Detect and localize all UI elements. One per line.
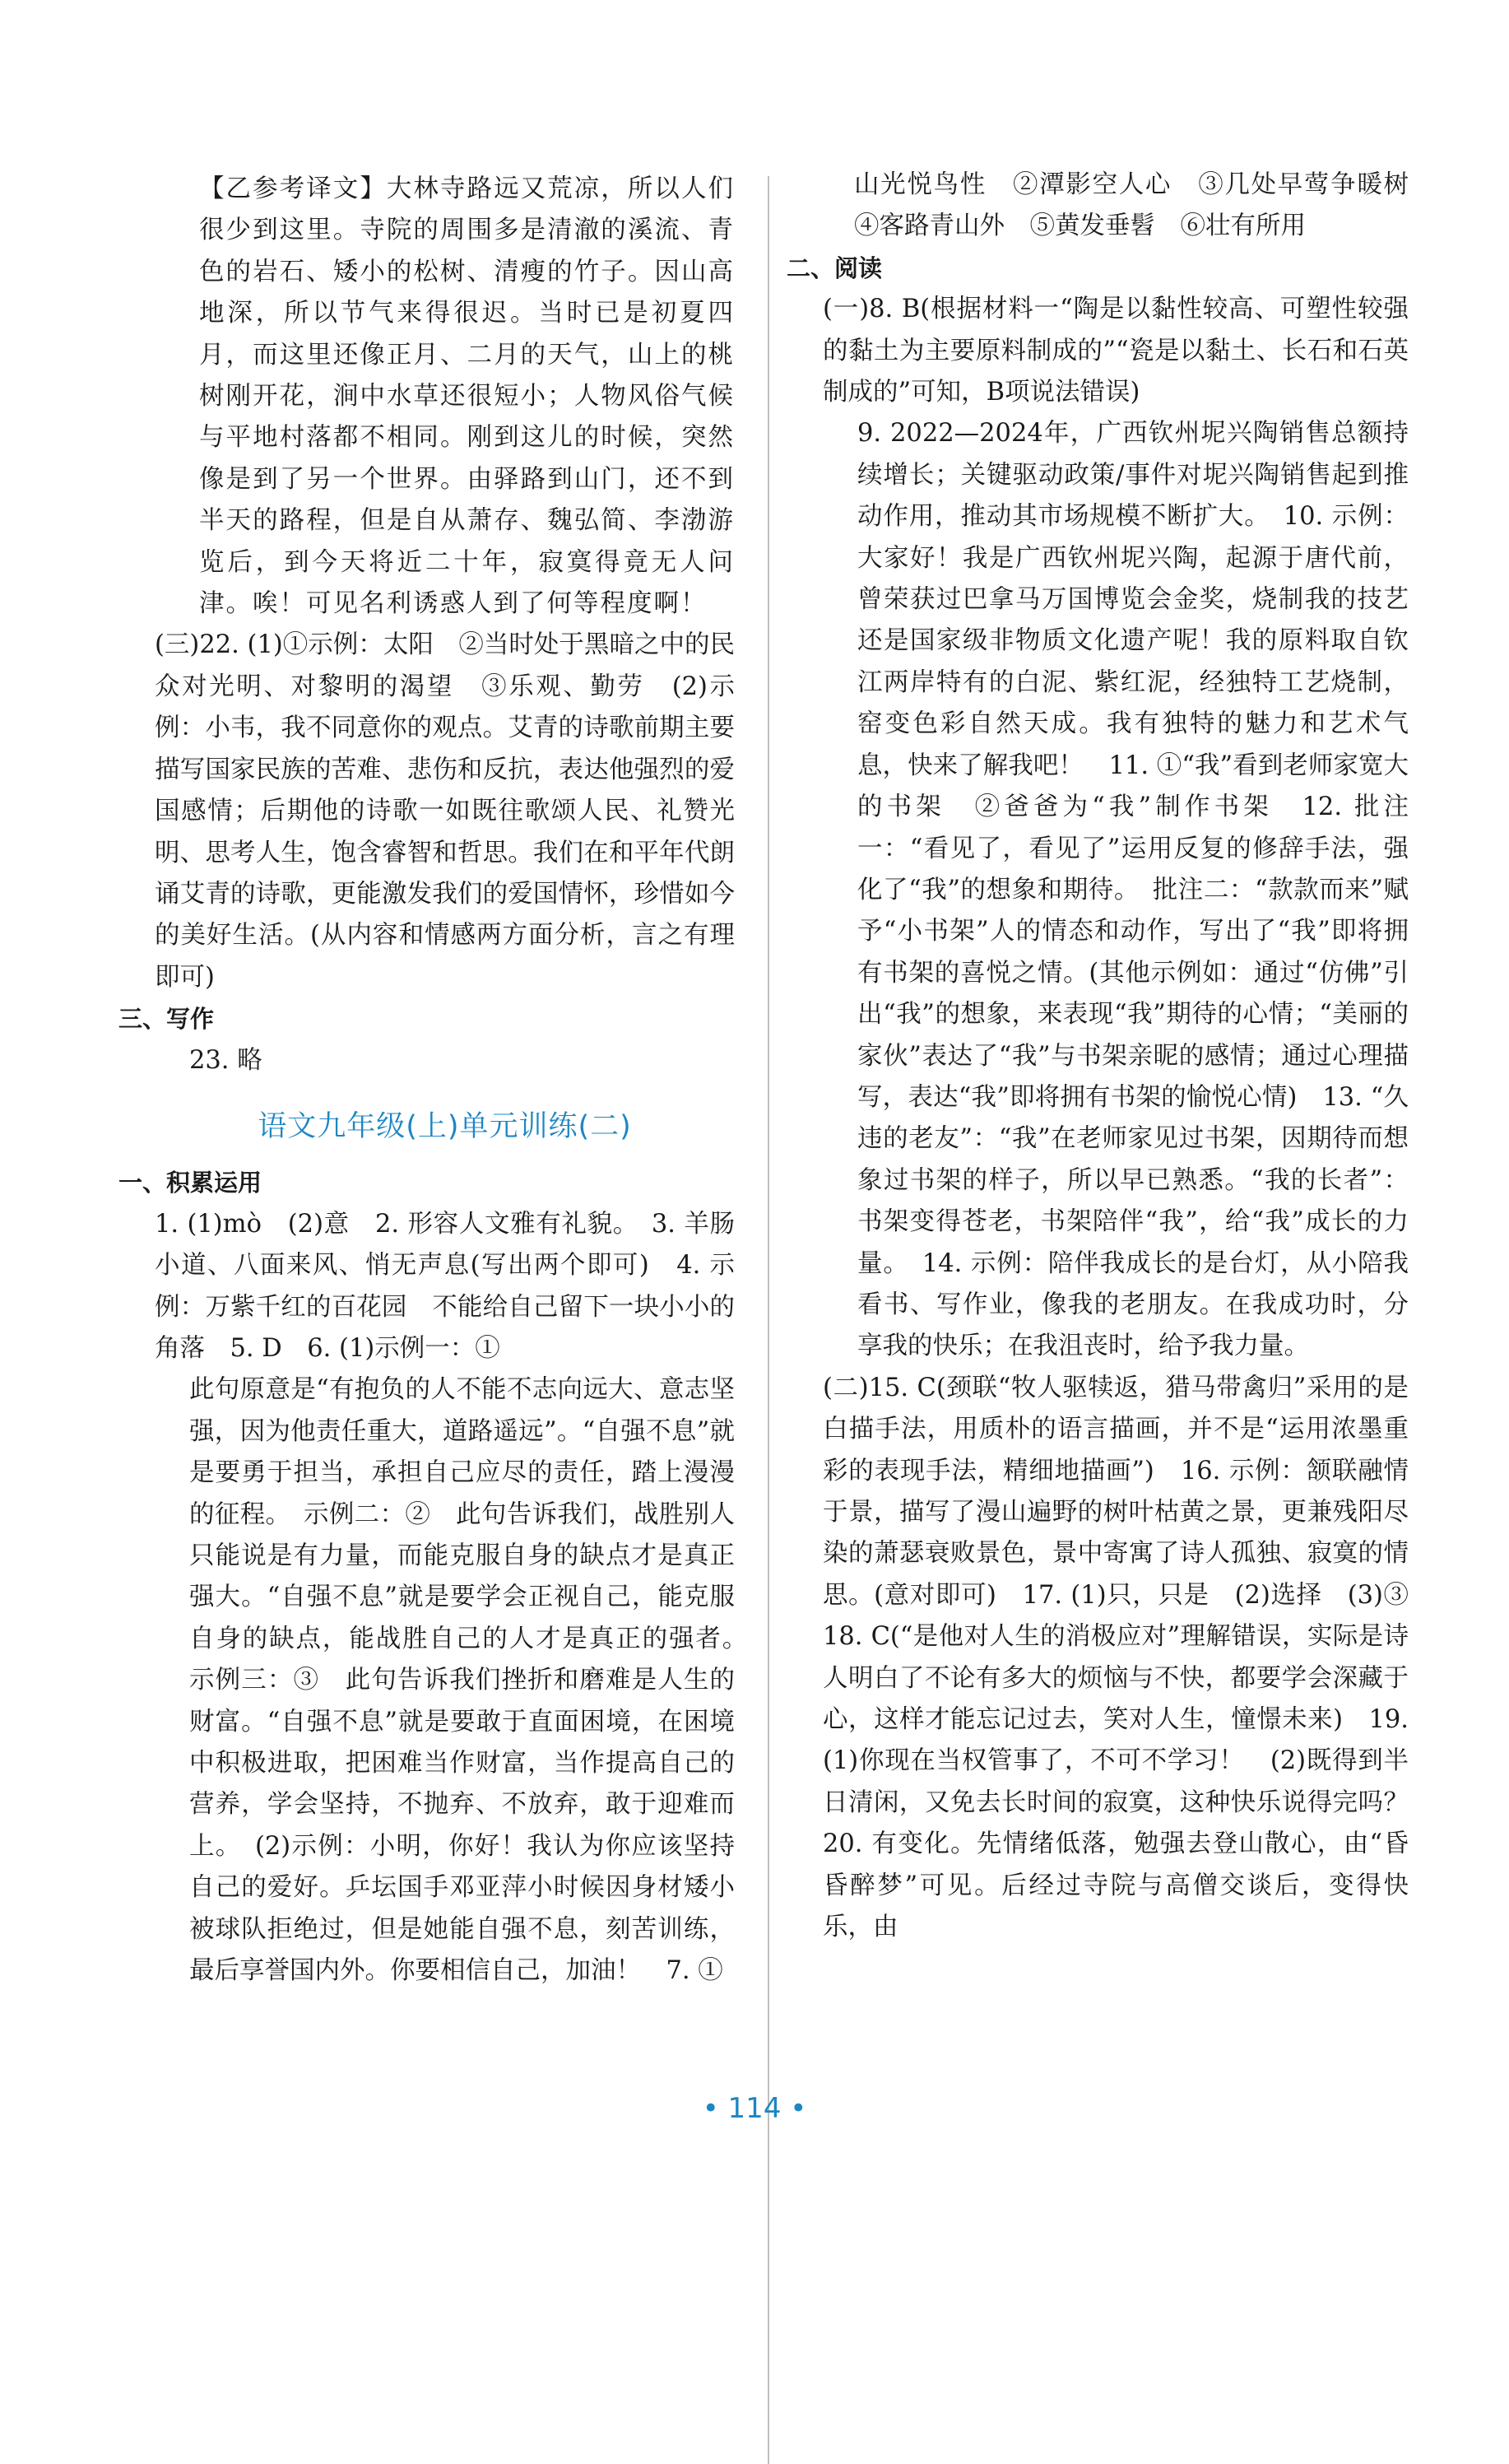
questions-1-6: 1. (1)mò (2)意 2. 形容人文雅有礼貌。 3. 羊肠小道、八面来风、悄无声息(写出两个即可) 4. 示例：万紫千红的百花园 不能给自己留下一块小小的角落 5. D 6. (1)示例一：① bbox=[155, 1209, 735, 1363]
question-8: (一)8. B(根据材料一“陶是以黏性较高、可塑性较强的黏土为主要原料制成的”“瓷是以黏土、长石和石英制成的”可知，B项说法错误) bbox=[823, 295, 1409, 407]
section-reading-heading: 二、阅读 bbox=[787, 253, 883, 282]
question-23: 23. 略 bbox=[189, 1045, 262, 1075]
left-column bbox=[118, 169, 760, 1992]
unit-title: 语文九年级(上)单元训练(二) bbox=[258, 1109, 632, 1143]
section-writing-heading: 三、写作 bbox=[118, 1005, 215, 1034]
questions-15-20: (二)15. C(颈联“牧人驱犊返，猎马带禽归”采用的是白描手法，用质朴的语言描画，并不是“运用浓墨重彩的表现手法，精细地描画”) 16. 示例：颔联融情于景，描写了漫山遍野的树叶枯黄之景，更兼残阳尽染的萧瑟衰败景色，景中寄寓了诗人孤独、寂寞的情思。(意对即可) 17. (1)只，只是 (2)选择 (3)③ 18. C(“是他对人生的消极应对”理解错误，实际是诗人明白了不论有多大的烦恼与不快，都要学会深藏于心，这样才能忘记过去，笑对人生，憧憬未来) 19. (1)你现在当权管事了，不可不学习！ (2)既得到半日清闲，又免去长时间的寂寞，这种快乐说得完吗？ 20. 有变化。先情绪低落，勉强去登山散心，由“昏昏醉梦”可见。后经过寺院与高僧交谈后，变得快乐，由 bbox=[823, 1373, 1434, 1942]
right-column bbox=[787, 165, 1434, 1948]
question-7-continued: 山光悦鸟性 ②潭影空人心 ③几处早莺争暖树 ④客路青山外 ⑤黄发垂髫 ⑥壮有所用 bbox=[854, 170, 1434, 241]
question-6-detail: 此句原意是“有抱负的人不能不志向远大、意志坚强，因为他责任重大，道路遥远”。“自强不息”就是要勇于担当，承担自己应尽的责任，踏上漫漫的征程。 示例二：② 此句告诉我们，战胜别人只能说是有力量，而能克服自身的缺点才是真正强大。“自强不息”就是要学会正视自己，能克服自身的缺点，能战胜自己的人才是真正的强者。 示例三：③ 此句告诉我们挫折和磨难是人生的财富。“自强不息”就是要敢于直面困境，在困境中积极进取，把困难当作财富，当作提高自己的营养，学会坚持，不抛弃、不放弃，敢于迎难而上。 (2)示例：小明，你好！我认为你应该坚持自己的爱好。乒坛国手邓亚萍小时候因身材矮小被球队拒绝过，但是她能自强不息，刻苦训练，最后享誉国内外。你要相信自己，加油！ 7. ① bbox=[189, 1375, 760, 1986]
questions-9-14: 9. 2022—2024年，广西钦州坭兴陶销售总额持续增长；关键驱动政策/事件对坭兴陶销售起到推动作用，推动其市场规模不断扩大。 10. 示例：大家好！我是广西钦州坭兴陶，起源于唐代前，曾荣获过巴拿马万国博览会金奖，烧制我的技艺还是国家级非物质文化遗产呢！我的原料取自钦江两岸特有的白泥、紫红泥，经独特工艺烧制，窑变色彩自然天成。我有独特的魅力和艺术气息，快来了解我吧！ 11. ①“我”看到老师家宽大的书架 ②爸爸为“我”制作书架 12. 批注一：“看见了，看见了”运用反复的修辞手法，强化了“我”的想象和期待。 批注二：“款款而来”赋予“小书架”人的情态和动作，写出了“我”即将拥有书架的喜悦之情。(其他示例如：通过“仿佛”引出“我”的想象，来表现“我”期待的心情；“美丽的家伙”表达了“我”与书架亲昵的感情；通过心理描写，表达“我”即将拥有书架的愉悦心情) 13. “久违的老友”：“我”在老师家见过书架，因期待而想象过书架的样子，所以早已熟悉。“我的长者”：书架变得苍老，书架陪伴“我”，给“我”成长的力量。 14. 示例：陪伴我成长的是台灯，从小陪我看书、写作业，像我的老朋友。在我成功时，分享我的快乐；在我沮丧时，给予我力量。 bbox=[857, 419, 1409, 1361]
question-22: (三)22. (1)①示例：太阳 ②当时处于黑暗之中的民众对光明、对黎明的渴望 ③乐观、勤劳 (2)示例：小韦，我不同意你的观点。艾青的诗歌前期主要描写国家民族的苦难、悲伤和反抗，表达他强烈的爱国感情；后期他的诗歌一如既往歌颂人民、礼赞光明、思考人生，饱含睿智和哲思。我们在和平年代朗诵艾青的诗歌，更能激发我们的爱国情怀，珍惜如今的美好生活。(从内容和情感两方面分析，言之有理即可) bbox=[155, 630, 735, 992]
page-number: • 114 • bbox=[702, 2092, 807, 2125]
translation-paragraph: 【乙参考译文】大林寺路远又荒凉，所以人们很少到这里。寺院的周围多是清澈的溪流、青色的岩石、矮小的松树、清瘦的竹子。因山高地深，所以节气来得很迟。当时已是初夏四月，而这里还像正月、二月的天气，山上的桃树刚开花，涧中水草还很短小；人物风俗气候与平地村落都不相同。刚到这儿的时候，突然像是到了另一个世界。由驿路到山门，还不到半天的路程，但是自从萧存、魏弘简、李渤游览后，到今天将近二十年，寂寞得竟无人问津。唉！可见名利诱惑人到了何等程度啊！ bbox=[199, 174, 735, 619]
section-accumulation-heading: 一、积累运用 bbox=[118, 1169, 262, 1197]
